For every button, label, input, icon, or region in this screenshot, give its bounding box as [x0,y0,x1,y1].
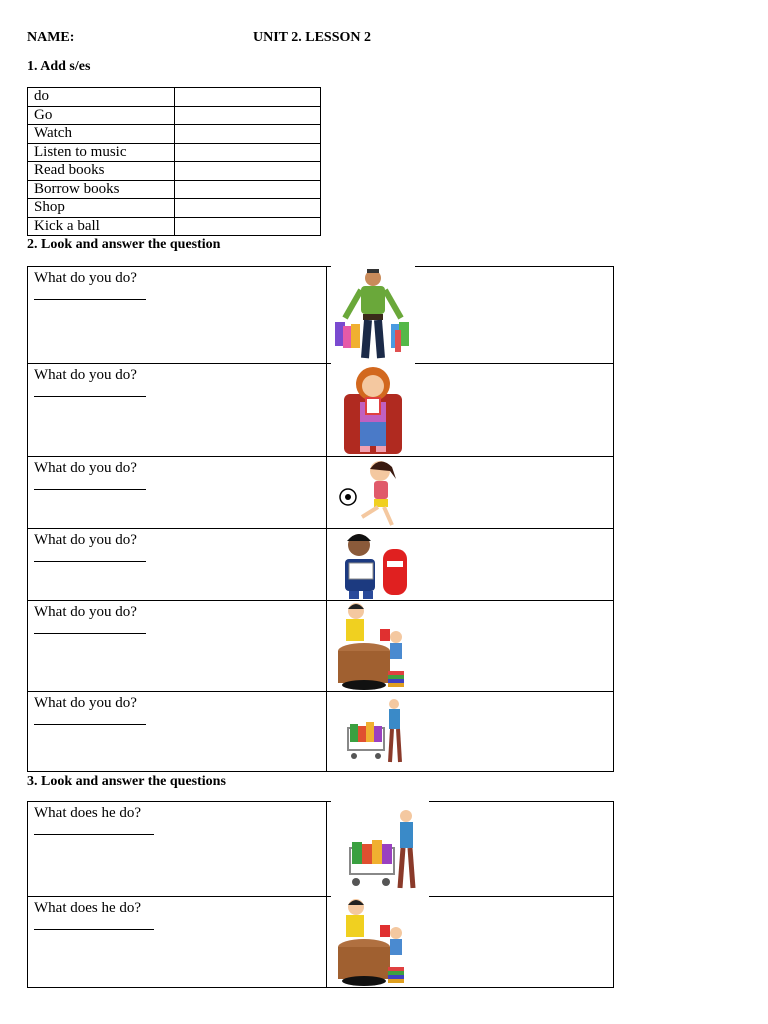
answer-cell[interactable] [174,143,320,162]
table-row [28,897,614,988]
question-cell[interactable] [28,529,327,601]
question-text: What do you do? [34,604,137,620]
question-text: What does he do? [34,805,142,821]
man-shopping-cart-icon [331,692,415,771]
question-text: What do you do? [34,270,137,286]
picture-cell [327,897,614,988]
table-row [28,125,321,144]
question-cell[interactable] [28,601,327,692]
table-row [28,88,321,107]
look-and-answer-table [27,266,614,772]
question-cell[interactable] [28,897,327,988]
table-row [28,802,614,897]
table-row [28,267,614,364]
picture-cell [327,457,614,529]
answer-blank[interactable] [34,724,146,725]
table-row [28,529,614,601]
man-shopping-bags-icon [331,266,415,365]
word-cell: do [28,88,175,107]
picture-cell [327,692,614,772]
answer-blank[interactable] [34,489,146,490]
answer-blank[interactable] [34,396,146,397]
question-text: What do you do? [34,695,137,711]
question-cell[interactable] [28,692,327,772]
boy-posting-letter-icon [331,529,415,600]
section-2-title: 2. Look and answer the question [27,237,221,252]
word-cell: Go [28,106,175,125]
man-shopping-cart-icon [331,801,429,898]
question-cell[interactable] [28,267,327,364]
table-row [28,199,321,218]
word-cell: Read books [28,162,175,181]
answer-blank[interactable] [34,834,154,835]
answer-cell[interactable] [174,162,320,181]
name-label: NAME: [27,30,75,45]
answer-cell[interactable] [174,199,320,218]
answer-blank[interactable] [34,633,146,634]
boy-borrowing-books-icon [331,897,415,987]
table-row [28,106,321,125]
section-3-title: 3. Look and answer the questions [27,774,226,789]
question-cell[interactable] [28,802,327,897]
question-text: What do you do? [34,532,137,548]
table-row [28,692,614,772]
look-and-answer-he-table [27,801,614,988]
picture-cell [327,267,614,364]
answer-cell[interactable] [174,125,320,144]
picture-cell [327,802,614,897]
question-cell[interactable] [28,364,327,457]
word-cell: Listen to music [28,143,175,162]
question-text: What do you do? [34,460,137,476]
word-cell: Kick a ball [28,217,175,236]
word-cell: Borrow books [28,180,175,199]
word-cell: Watch [28,125,175,144]
word-cell: Shop [28,199,175,218]
picture-cell [327,364,614,457]
girl-watching-movie-popcorn-icon [331,364,415,456]
table-row [28,601,614,692]
answer-cell[interactable] [174,88,320,107]
question-text: What do you do? [34,367,137,383]
table-row [28,180,321,199]
page-title: UNIT 2. LESSON 2 [253,30,372,45]
table-row [28,143,321,162]
table-row [28,162,321,181]
table-row [28,217,321,236]
answer-blank[interactable] [34,299,146,300]
answer-cell[interactable] [174,180,320,199]
question-cell[interactable] [28,457,327,529]
answer-cell[interactable] [174,217,320,236]
table-row [28,457,614,529]
section-1-title: 1. Add s/es [27,59,91,74]
table-row [28,364,614,457]
add-s-es-table [27,87,321,236]
answer-blank[interactable] [34,929,154,930]
girl-kicking-ball-icon [331,457,415,528]
question-text: What does he do? [34,900,142,916]
picture-cell [327,601,614,692]
boy-borrowing-books-icon [331,601,415,691]
answer-cell[interactable] [174,106,320,125]
picture-cell [327,529,614,601]
answer-blank[interactable] [34,561,146,562]
